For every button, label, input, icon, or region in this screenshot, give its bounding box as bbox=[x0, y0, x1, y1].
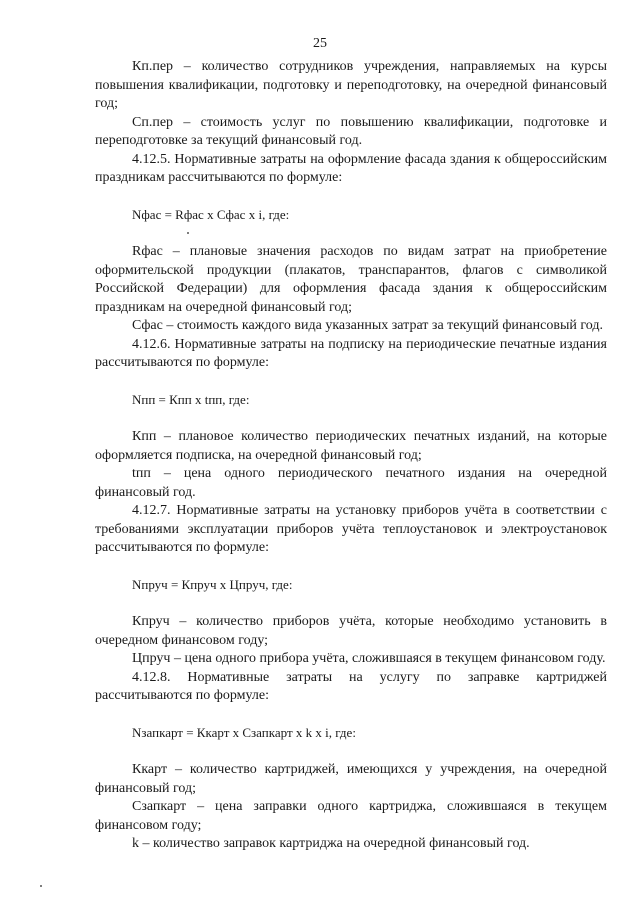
paragraph-spacer bbox=[95, 188, 607, 207]
paragraph-spacer bbox=[95, 743, 607, 762]
paragraph-spacer bbox=[95, 706, 607, 725]
paragraph: 4.12.7. Нормативные затраты на установку приборов учёта в соответствии с требованиями эксплуатации приборов учёта теплоустановок и электроустановок рассчитываются по формуле: bbox=[95, 503, 607, 555]
paragraph-spacer bbox=[95, 410, 607, 429]
paragraph: Кпруч – количество приборов учёта, которые необходимо установить в очередном финансовом году; bbox=[95, 614, 607, 648]
paragraph: 4.12.8. Нормативные затраты на услугу по заправке картриджей рассчитываются по формуле: bbox=[95, 669, 607, 703]
document-body bbox=[95, 58, 607, 854]
paragraph: Сп.пер – стоимость услуг по повышению квалификации, подготовке и переподготовке за текущий финансовый год. bbox=[95, 114, 607, 148]
paragraph: Кп.пер – количество сотрудников учреждения, направляемых на курсы повышения квалификации, подготовку и переподготовку, на очередной финансовый год; bbox=[95, 59, 607, 111]
paragraph: Сзапкарт – цена заправки одного картриджа, сложившаяся в текущем финансовом году; bbox=[95, 799, 607, 833]
formula: Nфас = Rфас х Сфас х i, где: bbox=[132, 207, 290, 222]
paragraph-spacer bbox=[95, 558, 607, 577]
paragraph: 4.12.6. Нормативные затраты на подписку на периодические печатные издания рассчитываются по формуле: bbox=[95, 336, 607, 370]
scan-artifact-dot bbox=[40, 885, 42, 887]
paragraph: Сфас – стоимость каждого вида указанных затрат за текущий финансовый год. bbox=[132, 318, 603, 333]
paragraph-spacer bbox=[95, 595, 607, 614]
paragraph: 4.12.5. Нормативные затраты на оформление фасада здания к общероссийским праздникам рассчитываются по формуле: bbox=[95, 151, 607, 185]
paragraph: Цпруч – цена одного прибора учёта, сложившаяся в текущем финансовом году. bbox=[132, 651, 606, 666]
paragraph: tпп – цена одного периодического печатного издания на очередной финансовый год. bbox=[95, 466, 607, 500]
paragraph-spacer bbox=[95, 373, 607, 392]
paragraph: Кпп – плановое количество периодических печатных изданий, на которые оформляется подписка, на очередной финансовый год; bbox=[95, 429, 607, 463]
paragraph: k – количество заправок картриджа на очередной финансовый год. bbox=[132, 836, 530, 851]
paragraph-spacer bbox=[95, 225, 607, 244]
paragraph: Ккарт – количество картриджей, имеющихся у учреждения, на очередной финансовый год; bbox=[95, 762, 607, 796]
scan-artifact-dot bbox=[187, 232, 189, 234]
formula: Nпруч = Кпруч х Цпруч, где: bbox=[132, 577, 293, 592]
formula: Nзапкарт = Ккарт х Сзапкарт х k х i, где: bbox=[132, 725, 356, 740]
page-number: 25 bbox=[313, 36, 327, 51]
paragraph: Rфас – плановые значения расходов по видам затрат на приобретение оформительской продукции (плакатов, транспарантов, флагов с символикой Российской Федерации) для оформления фасада здания к общероссийским праздникам на очередной финансовый год; bbox=[95, 244, 607, 315]
formula: Nпп = Кпп х tпп, где: bbox=[132, 392, 250, 407]
